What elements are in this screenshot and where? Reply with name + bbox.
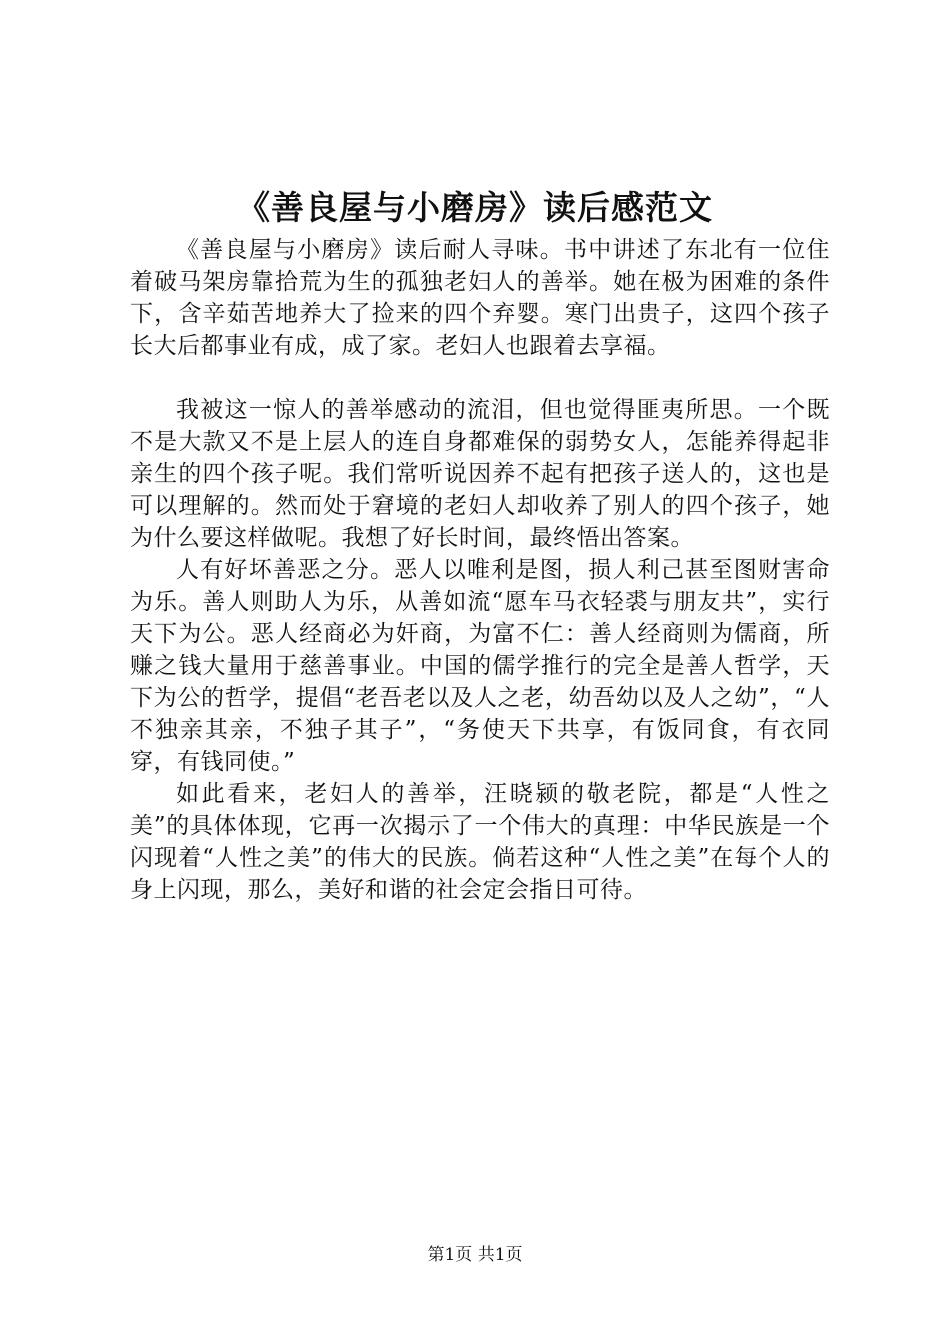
paragraph-3: 人有好坏善恶之分。恶人以唯利是图，损人利己甚至图财害命为乐。善人则助人为乐，从善如流“愿车马衣轻裘与朋友共”，实行天下为公。恶人经商必为奸商，为富不仁：善人经商则为儒商，所赚之钱大量用于慈善事业。中国的儒学推行的完全是善人哲学，天下为公的哲学，提倡“老吾老以及人之老，幼吾幼以及人之幼”，“人不独亲其亲，不独子其子”，“务使天下共享，有饭同食，有衣同穿，有钱同使。” bbox=[130, 557, 830, 775]
paragraph-4: 如此看来，老妇人的善举，汪晓颍的敬老院，都是“人性之美”的具体体现，它再一次揭示了一个伟大的真理：中华民族是一个闪现着“人性之美”的伟大的民族。倘若这种“人性之美”在每个人的身上闪现，那么，美好和谐的社会定会指日可待。 bbox=[130, 781, 830, 903]
document-body bbox=[130, 234, 830, 906]
paragraph-2: 我被这一惊人的善举感动的流泪，但也觉得匪夷所思。一个既不是大款又不是上层人的连自身都难保的弱势女人，怎能养得起非亲生的四个孩子呢。我们常听说因养不起有把孩子送人的，这也是可以理解的。然而处于窘境的老妇人却收养了别人的四个孩子，她为什么要这样做呢。我想了好长时间，最终悟出答案。 bbox=[130, 397, 830, 551]
document-title: 《善良屋与小磨房》读后感范文 bbox=[237, 188, 713, 227]
page-number-footer: 第1页 共1页 bbox=[427, 1245, 523, 1265]
paragraph-1: 《善良屋与小磨房》读后耐人寻味。书中讲述了东北有一位住着破马架房靠拾荒为生的孤独老妇人的善举。她在极为困难的条件下，含辛茹苦地养大了捡来的四个弃婴。寒门出贵子，这四个孩子长大后都事业有成，成了家。老妇人也跟着去享福。 bbox=[130, 237, 830, 359]
